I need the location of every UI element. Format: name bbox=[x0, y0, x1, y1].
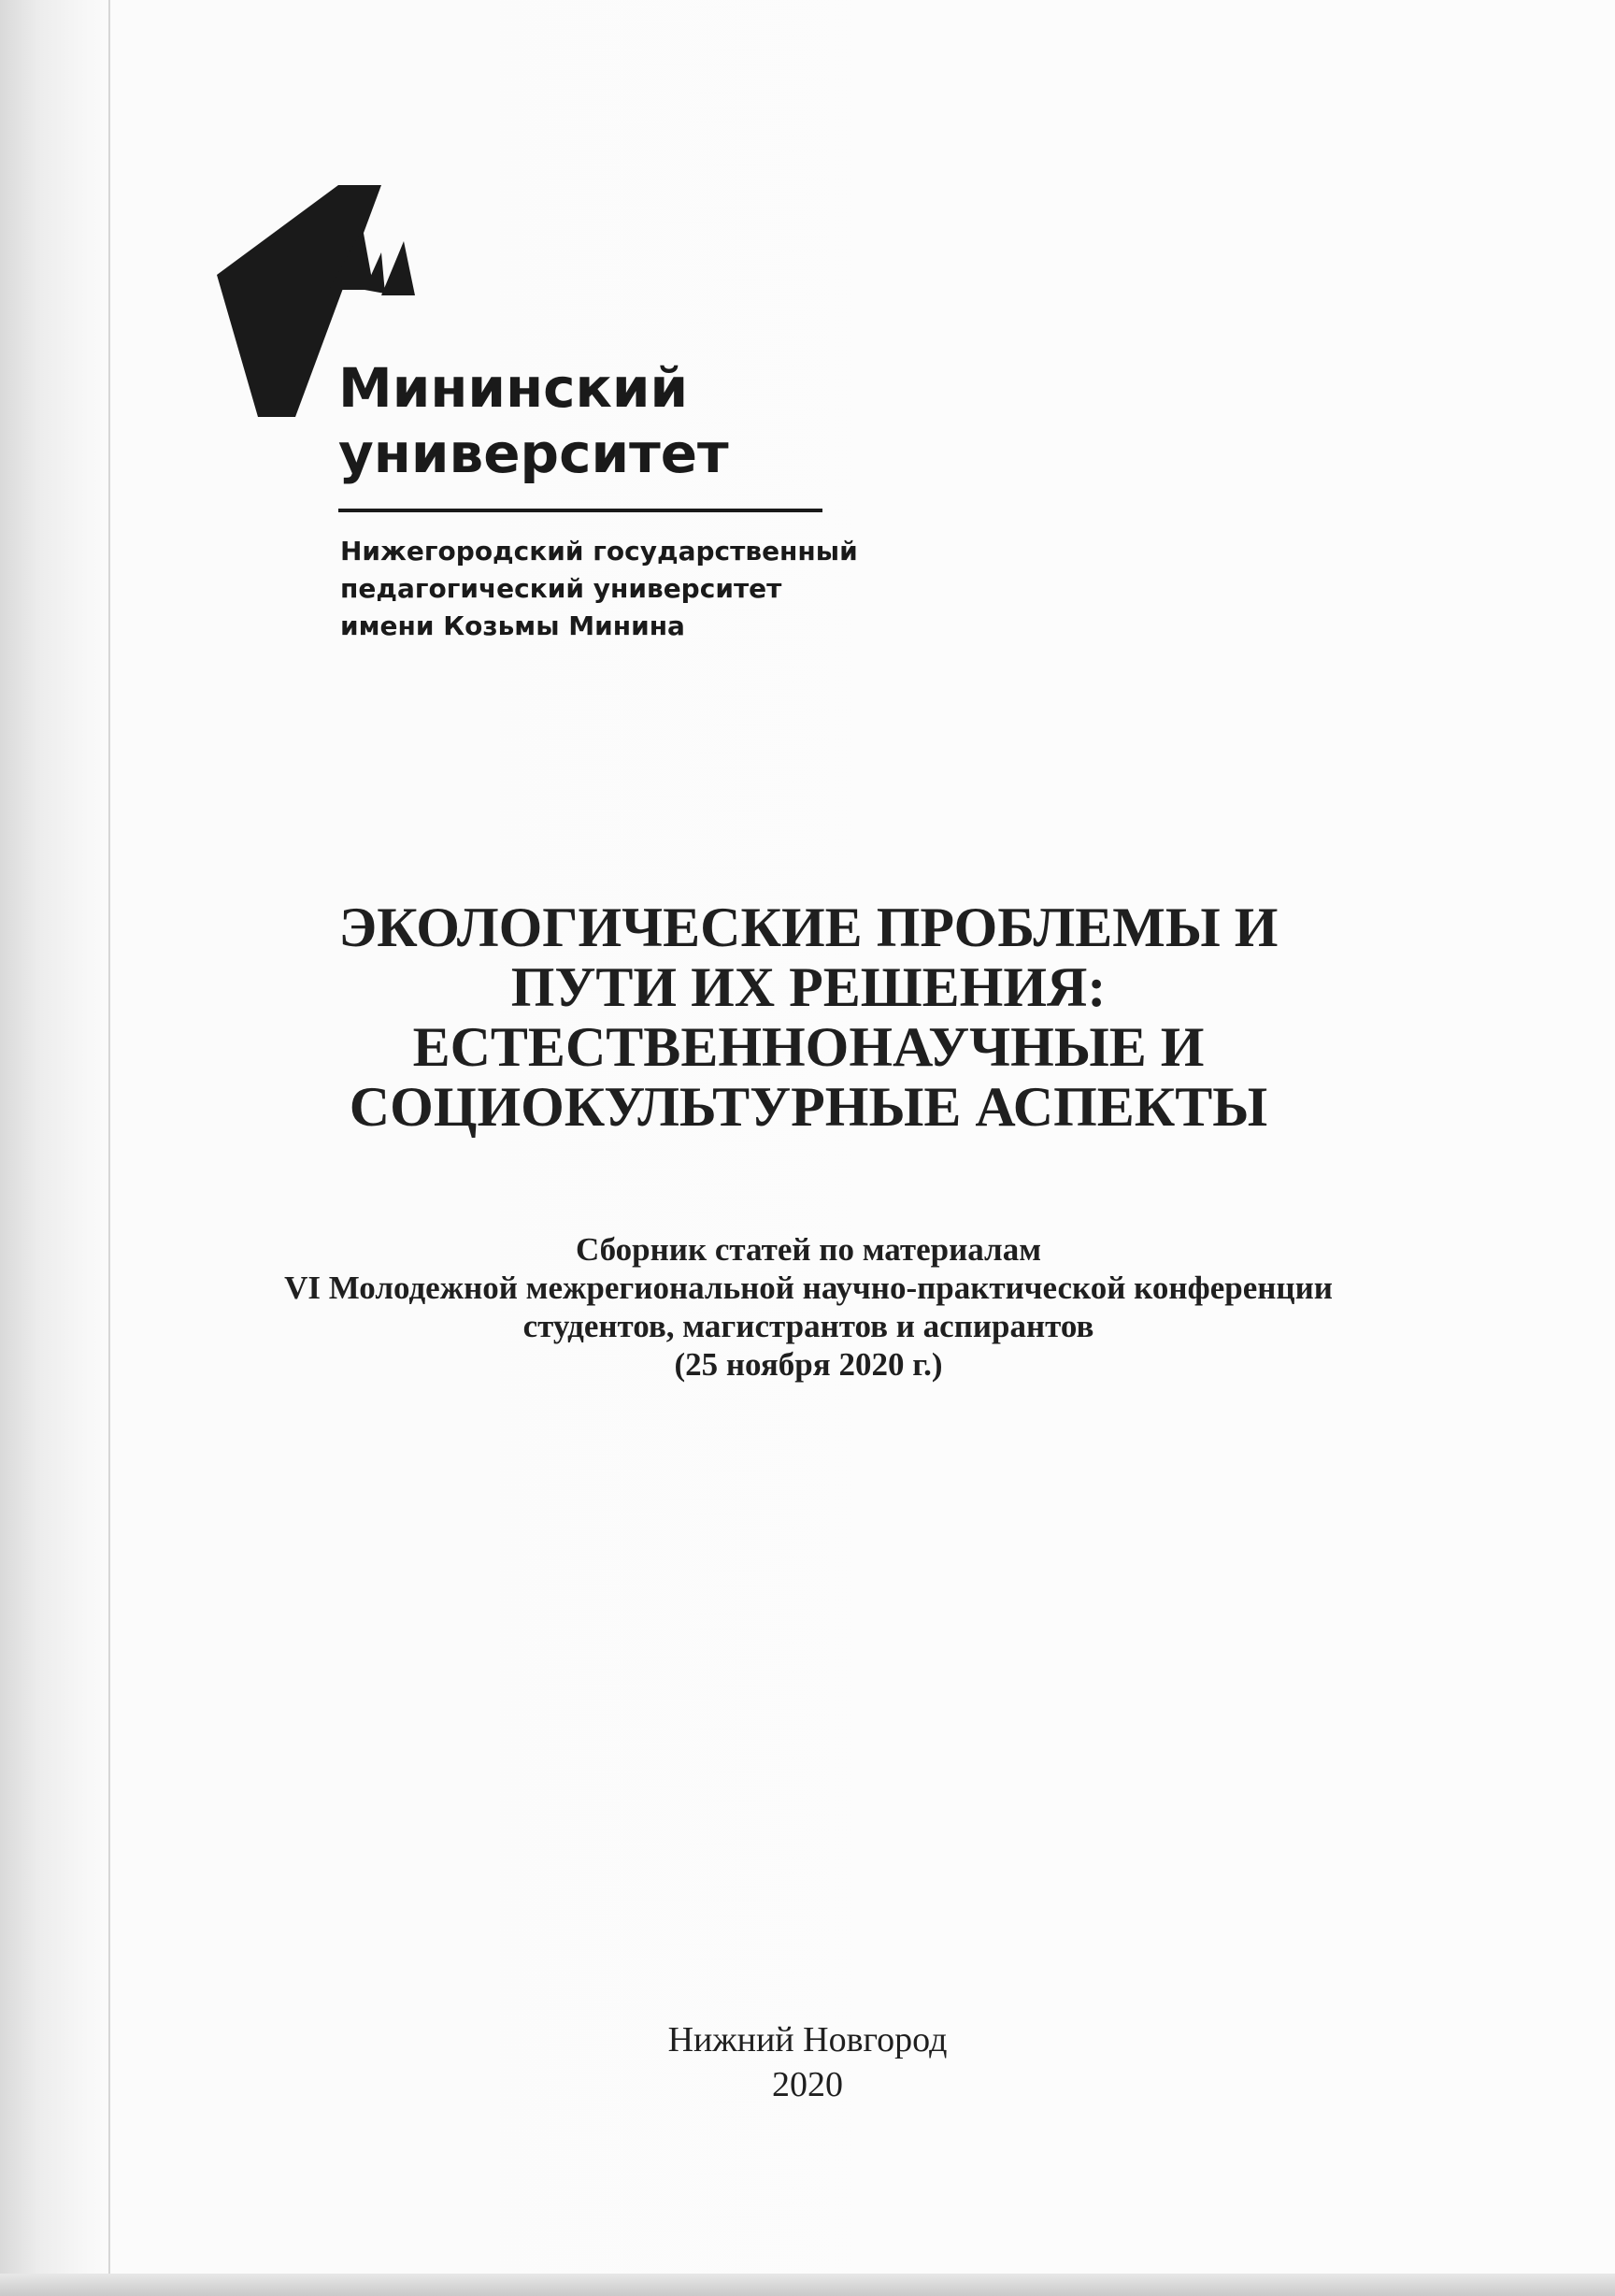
imprint bbox=[621, 2017, 994, 2107]
title-line: ПУТИ ИХ РЕШЕНИЯ: bbox=[510, 956, 1107, 1018]
university-short-name-line: Мининский bbox=[338, 356, 689, 420]
document-subtitle bbox=[187, 1230, 1430, 1384]
subtitle-line: Сборник статей по материалам bbox=[575, 1231, 1042, 1268]
university-full-name-line: имени Козьмы Минина bbox=[340, 610, 685, 641]
binding-edge bbox=[108, 0, 110, 2296]
university-full-name-line: педагогический университет bbox=[340, 573, 782, 604]
title-line: ЕСТЕСТВЕННОНАУЧНЫЕ И bbox=[412, 1016, 1205, 1078]
university-short-name bbox=[338, 355, 729, 486]
subtitle-line: студентов, магистрантов и аспирантов bbox=[522, 1308, 1094, 1344]
title-line: ЭКОЛОГИЧЕСКИЕ ПРОБЛЕМЫ И bbox=[338, 897, 1279, 958]
university-full-name-line: Нижегородский государственный bbox=[340, 536, 858, 567]
university-full-name bbox=[340, 533, 858, 645]
subtitle-line: (25 ноября 2020 г.) bbox=[674, 1346, 943, 1383]
imprint-city: Нижний Новгород bbox=[667, 2020, 948, 2059]
university-short-name-line: университет bbox=[338, 422, 729, 485]
document-title bbox=[224, 897, 1393, 1137]
imprint-year: 2020 bbox=[772, 2065, 843, 2104]
logo-divider bbox=[338, 509, 822, 512]
title-line: СОЦИОКУЛЬТУРНЫЕ АСПЕКТЫ bbox=[349, 1076, 1268, 1138]
subtitle-line: VI Молодежной межрегиональной научно-практической конференции bbox=[284, 1270, 1333, 1306]
page-bottom-edge bbox=[0, 2274, 1615, 2296]
